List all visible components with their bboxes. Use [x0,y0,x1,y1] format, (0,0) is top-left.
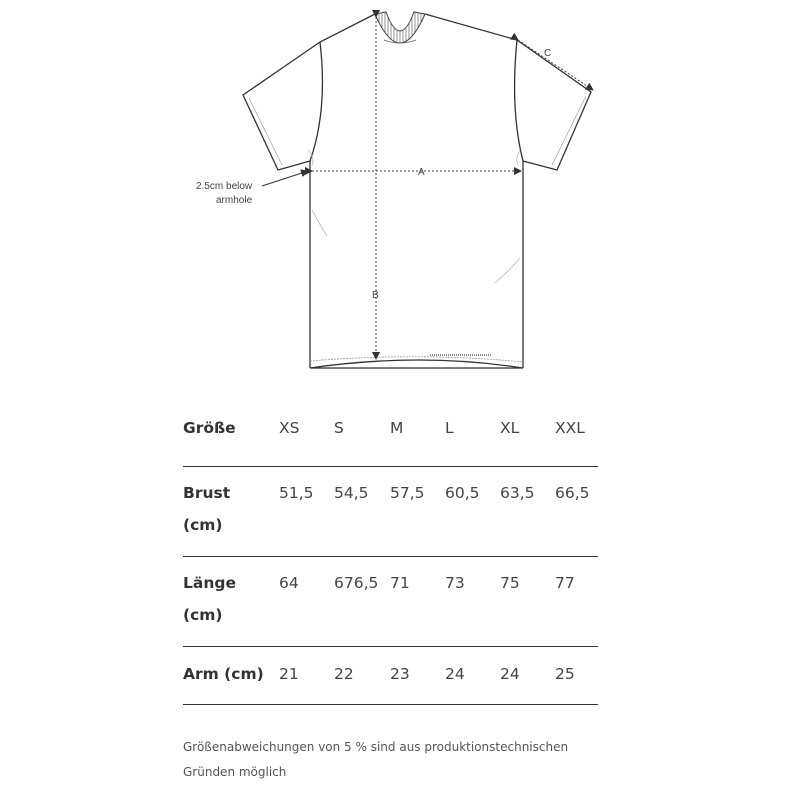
table-cell: 23 [390,647,445,705]
svg-text:B: B [372,290,379,301]
table-cell: 73 [445,557,500,647]
collar-rib [375,12,425,43]
size-header: XXL [555,404,598,467]
table-cell: 51,5 [279,467,334,557]
row-label-line1: Brust [183,484,231,502]
measurement-b [372,17,379,359]
table-cell: 77 [555,557,598,647]
size-header: S [334,404,390,467]
row-label-line2: (cm) [183,606,223,624]
table-cell: 24 [445,647,500,705]
row-label [183,557,279,647]
measurement-c [518,40,593,90]
svg-text:A: A [418,167,425,178]
table-cell: 22 [334,647,390,705]
table-cell: 57,5 [390,467,445,557]
table-cell: 66,5 [555,467,598,557]
size-header: XS [279,404,334,467]
table-row-arm [183,647,598,705]
table-cell: 24 [500,647,555,705]
table-cell: 71 [390,557,445,647]
size-header: L [445,404,500,467]
svg-text:armhole: armhole [216,195,253,206]
row-label-line2: (cm) [183,516,223,534]
table-cell: 63,5 [500,467,555,557]
measurement-a [312,167,521,178]
size-chart-table [183,404,598,705]
table-row-laenge [183,557,598,647]
tshirt-measurement-diagram [0,0,790,390]
table-cell: 676,5 [334,557,390,647]
size-header: M [390,404,445,467]
table-row-brust [183,467,598,557]
size-header: XL [500,404,555,467]
header-label: Größe [183,404,279,467]
svg-text:2.5cm below: 2.5cm below [196,181,253,192]
table-header-row [183,404,598,467]
row-label: Arm (cm) [183,647,279,705]
size-tolerance-note: Größenabweichungen von 5 % sind aus produktionstechnischen Gründen möglich [183,740,569,779]
table-cell: 21 [279,647,334,705]
row-label-line1: Länge [183,574,236,592]
tshirt-outline [243,14,591,368]
fabric-wrinkles [308,150,520,283]
table-cell: 54,5 [334,467,390,557]
row-label [183,467,279,557]
table-cell: 64 [279,557,334,647]
svg-text:C: C [544,48,552,59]
table-cell: 60,5 [445,467,500,557]
armhole-annotation [196,171,308,206]
table-cell: 75 [500,557,555,647]
table-cell: 25 [555,647,598,705]
